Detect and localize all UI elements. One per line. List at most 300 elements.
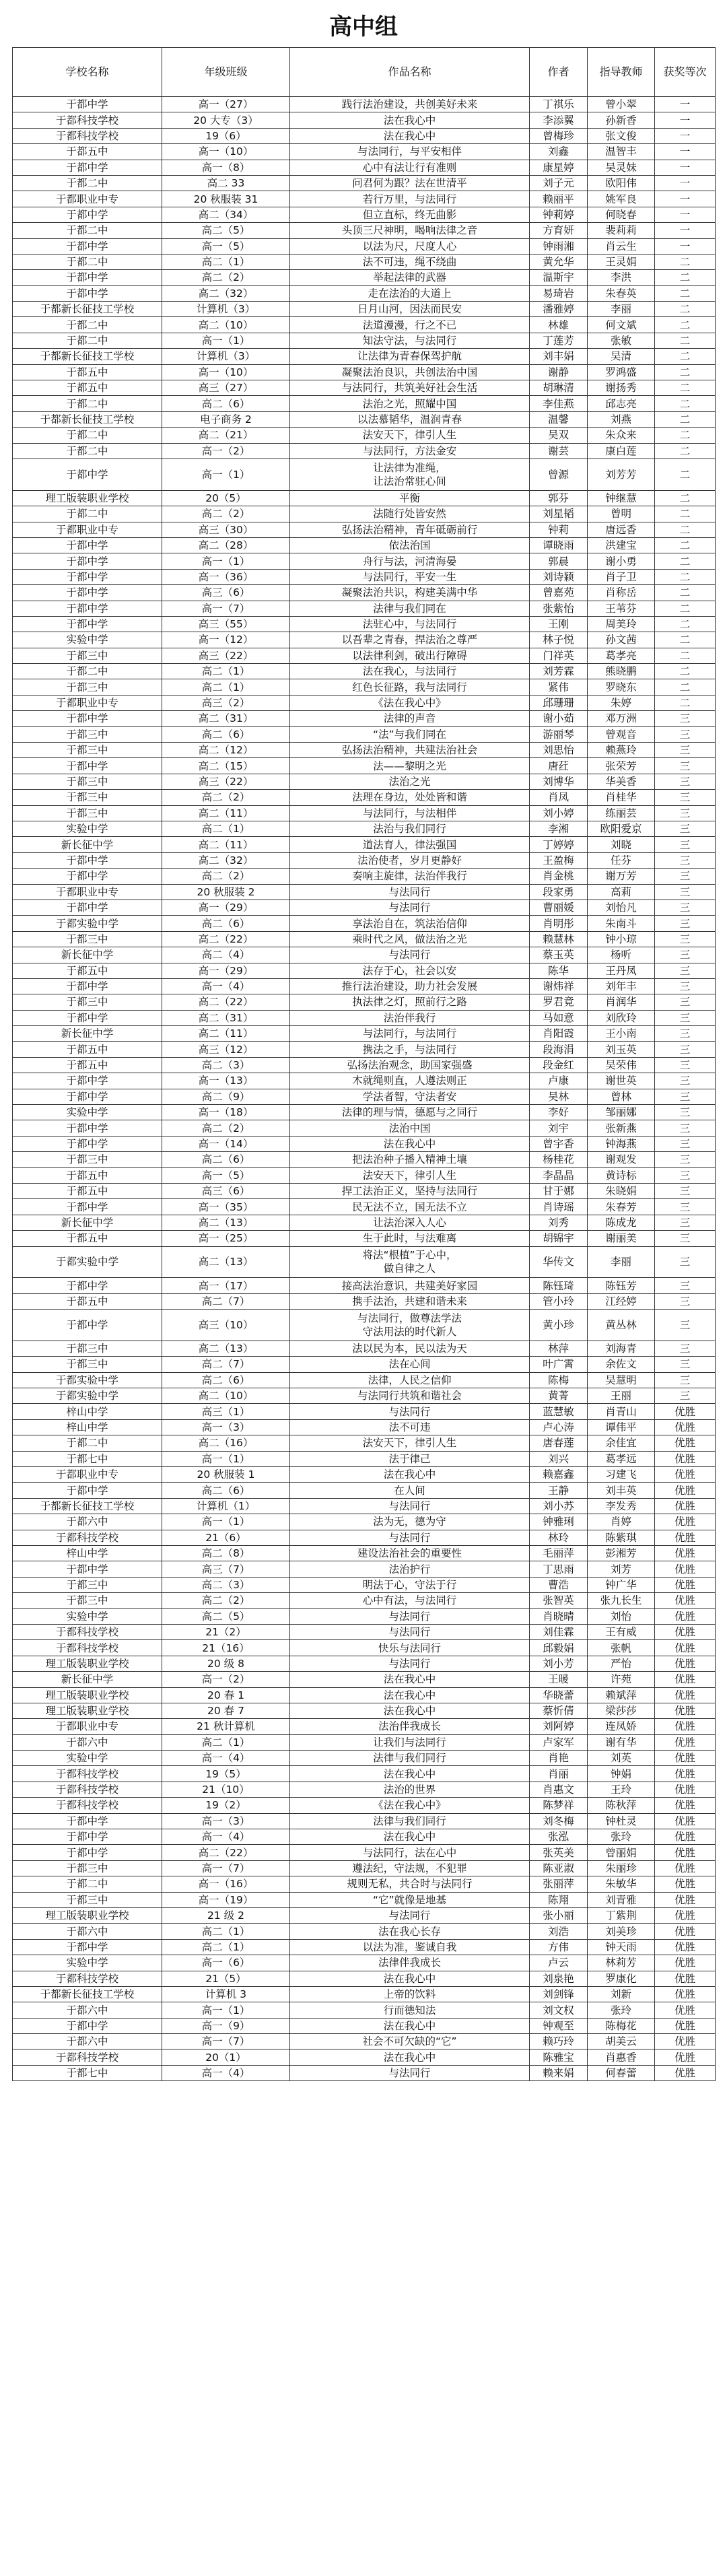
cell-work: 法安天下，律引人生: [290, 1435, 530, 1451]
cell-author: 赖嘉鑫: [530, 1467, 588, 1483]
cell-school: 于都中学: [13, 207, 162, 222]
cell-work: “法”与我们同在: [290, 726, 530, 742]
cell-author: 温斯宇: [530, 270, 588, 285]
cell-class: 高一（2）: [162, 1672, 290, 1687]
cell-school: 实验中学: [13, 1955, 162, 1971]
cell-class: 19（5）: [162, 1766, 290, 1782]
cell-class: 高二（22）: [162, 931, 290, 947]
cell-school: 于都新长征技工学校: [13, 1498, 162, 1514]
cell-work: 法在我心中: [290, 1672, 530, 1687]
cell-school: 于都三中: [13, 1341, 162, 1356]
cell-author: 黄小珍: [530, 1310, 588, 1341]
cell-award: 优胜: [655, 2065, 716, 2080]
cell-class: 19（2）: [162, 1798, 290, 1813]
cell-teacher: 刘欣玲: [588, 1010, 655, 1025]
cell-teacher: 朱婷: [588, 695, 655, 710]
cell-author: 胡锦宇: [530, 1231, 588, 1246]
cell-school: 于都二中: [13, 506, 162, 522]
cell-author: 曾源: [530, 459, 588, 490]
cell-class: 高二（13）: [162, 1246, 290, 1278]
cell-teacher: 曾小翠: [588, 97, 655, 112]
cell-award: 三: [655, 1215, 716, 1230]
cell-author: 刘宇: [530, 1120, 588, 1136]
header-class: 年级班级: [162, 48, 290, 97]
table-row: [13, 1372, 716, 1388]
cell-teacher: 刘青雅: [588, 1892, 655, 1907]
cell-class: 高二（3）: [162, 1057, 290, 1073]
cell-class: 高二（11）: [162, 805, 290, 821]
cell-award: 三: [655, 1089, 716, 1104]
table-row: [13, 553, 716, 569]
table-row: [13, 1939, 716, 1955]
cell-school: 于都二中: [13, 317, 162, 333]
table-row: [13, 1766, 716, 1782]
cell-award: 优胜: [655, 1751, 716, 1766]
cell-work: 与法同行: [290, 884, 530, 900]
cell-school: 新长征中学: [13, 1026, 162, 1042]
header-award: 获奖等次: [655, 48, 716, 97]
cell-award: 一: [655, 238, 716, 254]
cell-teacher: 熊晓鹏: [588, 664, 655, 679]
cell-class: 高一（3）: [162, 1813, 290, 1829]
cell-work: 法律的声音: [290, 711, 530, 726]
table-row: [13, 1829, 716, 1845]
cell-award: 三: [655, 852, 716, 868]
cell-class: 高二（2）: [162, 270, 290, 285]
cell-work: 让法律为准绳， 让法治常驻心间: [290, 459, 530, 490]
cell-author: 丁莲芳: [530, 333, 588, 348]
table-row: [13, 695, 716, 710]
cell-work: 法在我心中: [290, 1971, 530, 1986]
table-row: [13, 1404, 716, 1419]
cell-work: 法在我心中: [290, 1766, 530, 1782]
cell-author: 肖艳: [530, 1751, 588, 1766]
table-row: [13, 679, 716, 695]
table-row: [13, 506, 716, 522]
cell-teacher: 张九长生: [588, 1593, 655, 1608]
cell-award: 三: [655, 1357, 716, 1372]
cell-award: 优胜: [655, 1419, 716, 1435]
cell-teacher: 李丽: [588, 302, 655, 317]
cell-work: 法律伴我成长: [290, 1955, 530, 1971]
cell-author: 刘博华: [530, 774, 588, 789]
cell-award: 三: [655, 1246, 716, 1278]
cell-school: 于都中学: [13, 711, 162, 726]
cell-school: 于都二中: [13, 396, 162, 411]
cell-award: 三: [655, 884, 716, 900]
cell-teacher: 陈梅花: [588, 2018, 655, 2033]
cell-work: 法在我心长存: [290, 1924, 530, 1939]
cell-author: 谢静: [530, 364, 588, 380]
cell-work: 与法同行: [290, 1404, 530, 1419]
cell-teacher: 吴荣伟: [588, 1057, 655, 1073]
cell-class: 高一（5）: [162, 238, 290, 254]
cell-award: 三: [655, 978, 716, 994]
cell-work: 奏响主旋律，法治伴我行: [290, 869, 530, 884]
cell-award: 三: [655, 821, 716, 836]
cell-work: 法不可违，绳不绕曲: [290, 254, 530, 269]
cell-author: 邱毅娟: [530, 1640, 588, 1656]
cell-school: 于都三中: [13, 648, 162, 663]
cell-teacher: 曾丽娟: [588, 1845, 655, 1860]
cell-work: 知法守法，与法同行: [290, 333, 530, 348]
table-row: [13, 1152, 716, 1167]
table-row: [13, 1183, 716, 1198]
cell-teacher: 刘美珍: [588, 1924, 655, 1939]
cell-author: 邱珊珊: [530, 695, 588, 710]
cell-author: 易琦岩: [530, 285, 588, 301]
cell-class: 20 秋服装 2: [162, 884, 290, 900]
cell-class: 高一（16）: [162, 1876, 290, 1892]
cell-author: 华晓蕾: [530, 1687, 588, 1703]
cell-class: 高三（55）: [162, 616, 290, 632]
table-row: [13, 916, 716, 931]
cell-author: 钟观至: [530, 2018, 588, 2033]
cell-teacher: 孙新香: [588, 112, 655, 128]
cell-work: 依法治国: [290, 537, 530, 553]
cell-work: 法在我心中: [290, 1703, 530, 1718]
cell-teacher: 钟广华: [588, 1577, 655, 1592]
cell-author: 肖丽: [530, 1766, 588, 1782]
cell-teacher: 赖燕玲: [588, 743, 655, 758]
cell-work: 把法治种子播入精神土壤: [290, 1152, 530, 1167]
cell-work: 接高法治意识，共建美好家园: [290, 1278, 530, 1293]
cell-award: 三: [655, 837, 716, 852]
cell-class: 高一（19）: [162, 1892, 290, 1907]
table-row: [13, 1561, 716, 1577]
cell-class: 计算机（1）: [162, 1498, 290, 1514]
cell-school: 于都中学: [13, 900, 162, 915]
table-row: [13, 1278, 716, 1293]
cell-school: 于都科技学校: [13, 1766, 162, 1782]
cell-class: 计算机（3）: [162, 349, 290, 364]
cell-work: 与法同行: [290, 1624, 530, 1639]
cell-school: 于都六中: [13, 1514, 162, 1530]
cell-teacher: 刘怡: [588, 1608, 655, 1624]
cell-award: 一: [655, 112, 716, 128]
cell-class: 高一（1）: [162, 553, 290, 569]
cell-teacher: 王灵娟: [588, 254, 655, 269]
cell-school: 理工版装职业学校: [13, 1656, 162, 1671]
cell-school: 于都中学: [13, 1813, 162, 1829]
cell-teacher: 洪建宝: [588, 537, 655, 553]
cell-school: 于都中学: [13, 1845, 162, 1860]
cell-teacher: 谢有华: [588, 1734, 655, 1750]
cell-school: 于都中学: [13, 285, 162, 301]
table-row: [13, 837, 716, 852]
cell-class: 高二（3）: [162, 1577, 290, 1592]
cell-teacher: 吴慧明: [588, 1372, 655, 1388]
cell-school: 于都二中: [13, 175, 162, 191]
cell-author: 张泓: [530, 1829, 588, 1845]
cell-work: 但立直标，终无曲影: [290, 207, 530, 222]
cell-author: 叶广霄: [530, 1357, 588, 1372]
table-row: [13, 1687, 716, 1703]
cell-author: 曾梅珍: [530, 128, 588, 143]
cell-award: 优胜: [655, 1766, 716, 1782]
cell-school: 于都二中: [13, 664, 162, 679]
cell-award: 优胜: [655, 2049, 716, 2065]
cell-school: 于都科技学校: [13, 1782, 162, 1797]
cell-award: 二: [655, 506, 716, 522]
table-row: [13, 1719, 716, 1734]
cell-author: 卢云: [530, 1955, 588, 1971]
cell-school: 于都中学: [13, 459, 162, 490]
cell-teacher: 钟小琼: [588, 931, 655, 947]
cell-author: 曾嘉苑: [530, 585, 588, 601]
cell-teacher: 张帆: [588, 1640, 655, 1656]
cell-school: 于都二中: [13, 1435, 162, 1451]
cell-class: 20（1）: [162, 2049, 290, 2065]
table-row: [13, 2034, 716, 2049]
cell-school: 于都中学: [13, 238, 162, 254]
cell-author: 肖凤: [530, 790, 588, 805]
cell-class: 电子商务 2: [162, 411, 290, 427]
cell-class: 20 秋服装 31: [162, 191, 290, 207]
cell-author: 潘雅婷: [530, 302, 588, 317]
cell-class: 高一（4）: [162, 978, 290, 994]
table-row: [13, 1310, 716, 1341]
cell-work: 法在心间: [290, 1357, 530, 1372]
cell-author: 胡琳清: [530, 380, 588, 396]
cell-award: 三: [655, 963, 716, 978]
cell-award: 二: [655, 679, 716, 695]
cell-class: 高二（15）: [162, 758, 290, 774]
cell-work: 以吾辈之青春，捍法治之尊严: [290, 632, 530, 648]
cell-work: 让法治深入人心: [290, 1215, 530, 1230]
cell-school: 于都实验中学: [13, 1246, 162, 1278]
cell-author: 陈翔: [530, 1892, 588, 1907]
cell-teacher: 张玲: [588, 2002, 655, 2018]
cell-award: 二: [655, 364, 716, 380]
cell-award: 优胜: [655, 1687, 716, 1703]
cell-class: 高二（6）: [162, 1152, 290, 1167]
cell-teacher: 林莉芳: [588, 1955, 655, 1971]
cell-award: 一: [655, 175, 716, 191]
cell-award: 优胜: [655, 1561, 716, 1577]
table-row: [13, 175, 716, 191]
cell-teacher: 肖婷: [588, 1514, 655, 1530]
cell-award: 三: [655, 1293, 716, 1309]
cell-class: 高三（6）: [162, 1183, 290, 1198]
table-row: [13, 1876, 716, 1892]
cell-class: 高二（13）: [162, 1215, 290, 1230]
table-row: [13, 1734, 716, 1750]
cell-teacher: 何春蕾: [588, 2065, 655, 2080]
cell-award: 三: [655, 1167, 716, 1183]
cell-teacher: 华美香: [588, 774, 655, 789]
cell-work: 法随行处皆安然: [290, 506, 530, 522]
cell-work: 规则无私，共合时与法同行: [290, 1876, 530, 1892]
table-row: [13, 1530, 716, 1545]
cell-class: 高一（17）: [162, 1278, 290, 1293]
cell-school: 于都职业中专: [13, 884, 162, 900]
cell-teacher: 温智丰: [588, 144, 655, 160]
cell-class: 高二（13）: [162, 1341, 290, 1356]
table-row: [13, 364, 716, 380]
cell-award: 二: [655, 601, 716, 616]
cell-author: 李佳燕: [530, 396, 588, 411]
cell-school: 于都中学: [13, 1483, 162, 1498]
cell-work: 践行法治建设，共创美好未来: [290, 97, 530, 112]
cell-class: 高一（1）: [162, 333, 290, 348]
cell-author: 钟雨湘: [530, 238, 588, 254]
cell-work: 法于律己: [290, 1451, 530, 1466]
table-row: [13, 1907, 716, 1923]
cell-author: 赖慧林: [530, 931, 588, 947]
cell-teacher: 葛孝亮: [588, 648, 655, 663]
cell-teacher: 钟海燕: [588, 1136, 655, 1151]
cell-school: 于都中学: [13, 852, 162, 868]
cell-author: 郭晨: [530, 553, 588, 569]
cell-author: 李好: [530, 1105, 588, 1120]
table-row: [13, 947, 716, 963]
cell-work: 弘扬法治精神，共建法治社会: [290, 743, 530, 758]
cell-school: 于都三中: [13, 805, 162, 821]
cell-teacher: 欧阳爱京: [588, 821, 655, 836]
cell-author: 谭晓雨: [530, 537, 588, 553]
cell-teacher: 张荣芳: [588, 758, 655, 774]
cell-award: 优胜: [655, 2034, 716, 2049]
table-row: [13, 790, 716, 805]
cell-award: 优胜: [655, 1971, 716, 1986]
cell-work: 快乐与法同行: [290, 1640, 530, 1656]
cell-work: 与法同行，与法同行: [290, 1026, 530, 1042]
table-row: [13, 270, 716, 285]
cell-class: 高二（2）: [162, 1593, 290, 1608]
cell-class: 高二（6）: [162, 916, 290, 931]
cell-work: 走在法治的大道上: [290, 285, 530, 301]
cell-teacher: 李洪: [588, 270, 655, 285]
table-row: [13, 1608, 716, 1624]
cell-teacher: 谢丽美: [588, 1231, 655, 1246]
cell-class: 高一（29）: [162, 900, 290, 915]
table-row: [13, 428, 716, 443]
table-row: [13, 144, 716, 160]
cell-teacher: 江经婷: [588, 1293, 655, 1309]
cell-work: 携手法治，共建和谐未来: [290, 1293, 530, 1309]
cell-school: 于都五中: [13, 144, 162, 160]
cell-teacher: 王小南: [588, 1026, 655, 1042]
cell-author: 林子悦: [530, 632, 588, 648]
table-row: [13, 1215, 716, 1230]
cell-school: 于都实验中学: [13, 916, 162, 931]
cell-class: 高二（5）: [162, 223, 290, 238]
table-row: [13, 1042, 716, 1057]
table-row: [13, 1467, 716, 1483]
cell-school: 于都职业中专: [13, 191, 162, 207]
cell-class: 高一（25）: [162, 1231, 290, 1246]
cell-class: 高一（36）: [162, 569, 290, 584]
cell-school: 于都六中: [13, 1924, 162, 1939]
cell-award: 三: [655, 1372, 716, 1388]
table-row: [13, 1136, 716, 1151]
cell-award: 三: [655, 711, 716, 726]
cell-teacher: 彭湘芳: [588, 1545, 655, 1561]
cell-school: 于都中学: [13, 1310, 162, 1341]
cell-author: 刘佳霖: [530, 1624, 588, 1639]
cell-teacher: 杨听: [588, 947, 655, 963]
cell-author: 卢康: [530, 1073, 588, 1089]
cell-school: 于都职业中专: [13, 1719, 162, 1734]
cell-work: 以法律利剑，破出行障碍: [290, 648, 530, 663]
cell-teacher: 谢万芳: [588, 869, 655, 884]
cell-teacher: 谭伟平: [588, 1419, 655, 1435]
cell-class: 高二（11）: [162, 1026, 290, 1042]
cell-work: 法在我心中: [290, 1829, 530, 1845]
cell-school: 于都中学: [13, 553, 162, 569]
cell-teacher: 肖子卫: [588, 569, 655, 584]
table-row: [13, 569, 716, 584]
cell-author: 杨桂花: [530, 1152, 588, 1167]
cell-work: 明法于心，守法于行: [290, 1577, 530, 1592]
cell-class: 高二（7）: [162, 1293, 290, 1309]
cell-school: 于都六中: [13, 2034, 162, 2049]
cell-class: 20 大专（3）: [162, 112, 290, 128]
cell-work: 与法同行: [290, 947, 530, 963]
cell-author: 王盈梅: [530, 852, 588, 868]
cell-school: 实验中学: [13, 632, 162, 648]
cell-award: 三: [655, 1057, 716, 1073]
cell-work: 法驻心中，与法同行: [290, 616, 530, 632]
cell-award: 三: [655, 1152, 716, 1167]
cell-work: 法在我心中: [290, 1467, 530, 1483]
cell-award: 一: [655, 128, 716, 143]
table-row: [13, 223, 716, 238]
cell-teacher: 欧阳伟: [588, 175, 655, 191]
cell-author: 蔡玉英: [530, 947, 588, 963]
cell-author: 刘阿婷: [530, 1719, 588, 1734]
cell-award: 二: [655, 285, 716, 301]
cell-teacher: 习建飞: [588, 1467, 655, 1483]
cell-teacher: 练丽芸: [588, 805, 655, 821]
cell-author: 林萍: [530, 1341, 588, 1356]
cell-school: 于都二中: [13, 1876, 162, 1892]
cell-author: 段家勇: [530, 884, 588, 900]
cell-teacher: 何文斌: [588, 317, 655, 333]
cell-school: 于都三中: [13, 1593, 162, 1608]
cell-school: 新长征中学: [13, 1215, 162, 1230]
table-row: [13, 2065, 716, 2080]
cell-teacher: 罗晓东: [588, 679, 655, 695]
cell-author: 王刚: [530, 616, 588, 632]
cell-school: 于都新长征技工学校: [13, 411, 162, 427]
cell-teacher: 王苇芬: [588, 601, 655, 616]
cell-author: 郭芬: [530, 490, 588, 506]
cell-award: 二: [655, 522, 716, 537]
cell-school: 于都中学: [13, 97, 162, 112]
cell-work: 心中有法，与法同行: [290, 1593, 530, 1608]
cell-teacher: 钟继慧: [588, 490, 655, 506]
header-row: [13, 48, 716, 97]
cell-class: 高二（32）: [162, 852, 290, 868]
cell-author: 肖阳霞: [530, 1026, 588, 1042]
table-row: [13, 585, 716, 601]
cell-teacher: 张新燕: [588, 1120, 655, 1136]
cell-work: 乘时代之风，做法治之光: [290, 931, 530, 947]
cell-award: 优胜: [655, 1939, 716, 1955]
cell-award: 优胜: [655, 1955, 716, 1971]
cell-award: 优胜: [655, 1813, 716, 1829]
cell-award: 一: [655, 97, 716, 112]
cell-work: 法——黎明之光: [290, 758, 530, 774]
cell-school: 实验中学: [13, 1608, 162, 1624]
cell-work: 心中有法让行有准则: [290, 160, 530, 175]
cell-class: 高二（11）: [162, 837, 290, 852]
cell-work: 法不可违: [290, 1419, 530, 1435]
table-row: [13, 1026, 716, 1042]
table-row: [13, 648, 716, 663]
